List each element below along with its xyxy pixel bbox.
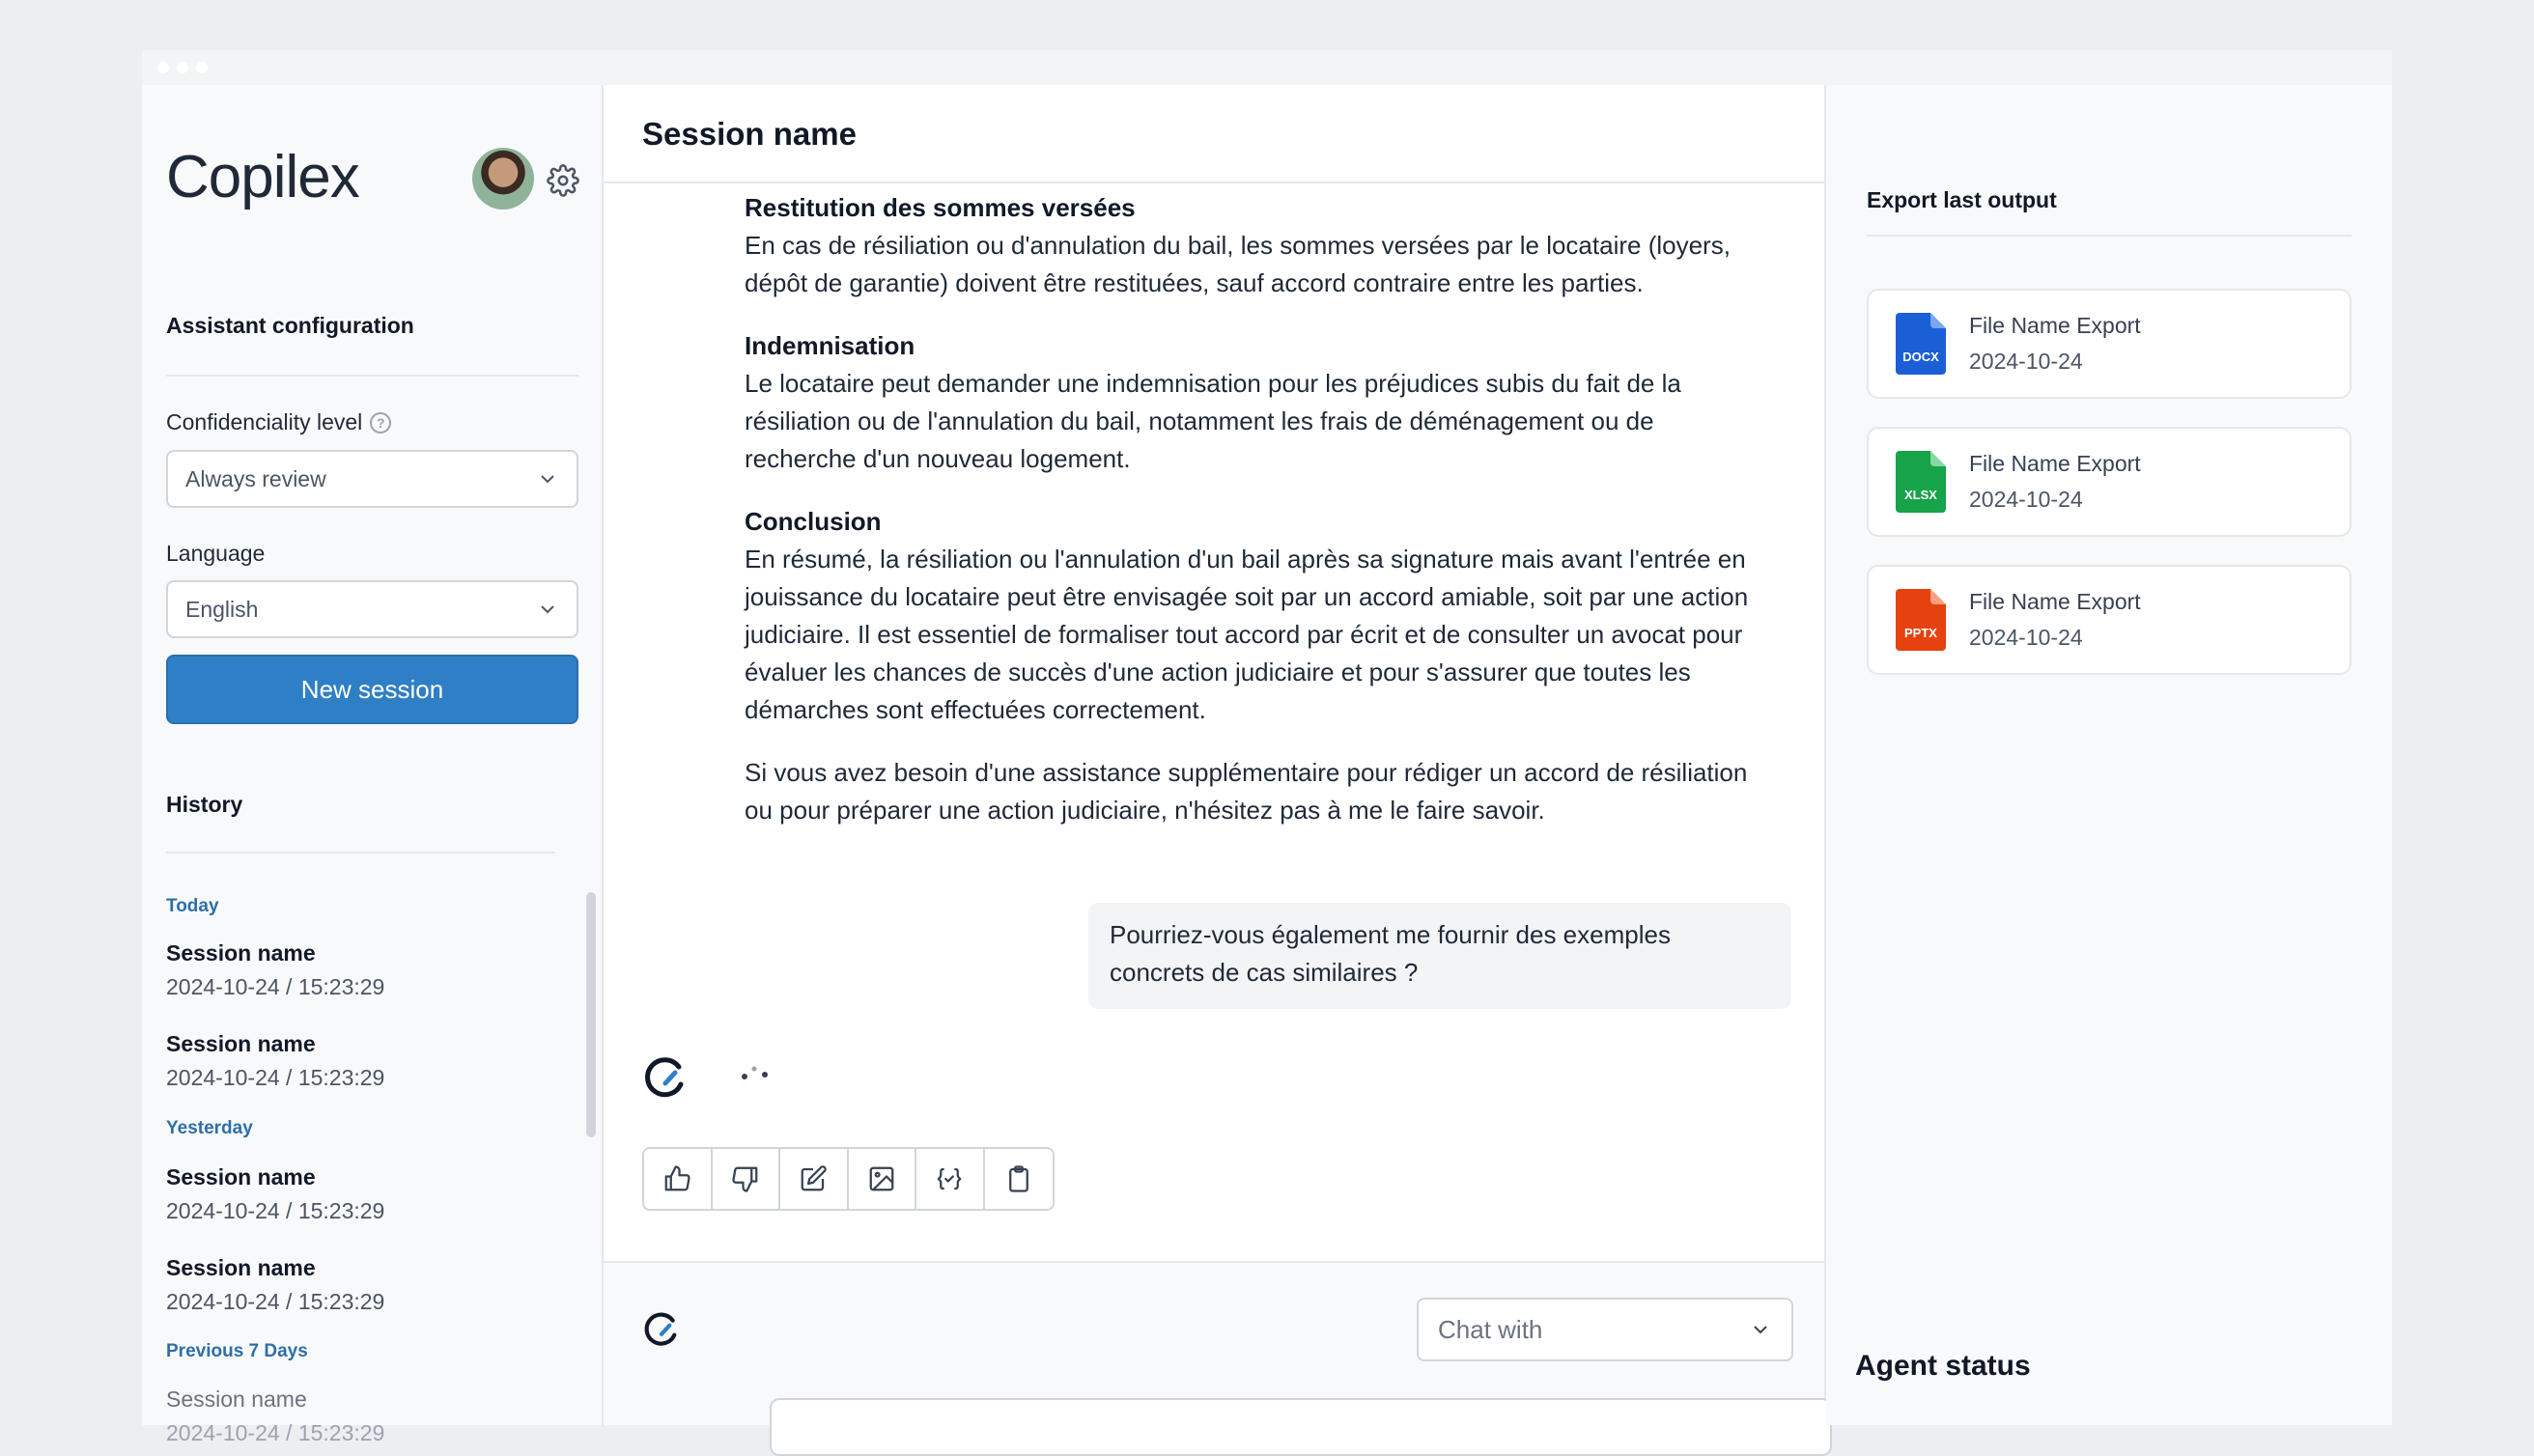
app-logo: Copilex (166, 144, 359, 210)
window-dot (177, 62, 188, 73)
divider (166, 375, 578, 377)
confidentiality-label (166, 409, 391, 435)
xlsx-file-icon (1896, 451, 1946, 513)
typing-indicator-icon (739, 1063, 777, 1082)
clipboard-icon (1004, 1164, 1033, 1193)
app-window (142, 50, 2392, 1445)
window-dot (196, 62, 208, 73)
history-scrollbar[interactable] (586, 892, 596, 1137)
session-title: Session name (642, 116, 857, 152)
sidebar (142, 85, 604, 1445)
file-name: File Name Export (1969, 313, 2141, 338)
chat-panel (604, 85, 1826, 1425)
history-group-label: Today (166, 896, 219, 916)
language-select[interactable] (166, 580, 578, 638)
export-file-card[interactable] (1867, 289, 2351, 399)
answer-section-body: En cas de résiliation ou d'annulation du bail, les sommes versées par le locataire (loyers, dépôt de garantie) doivent être restituées, sauf accord contraire entre les parties. (745, 231, 1731, 297)
divider (1867, 235, 2351, 237)
language-label-text: Language (166, 541, 266, 566)
code-check-icon (935, 1164, 964, 1193)
gear-icon[interactable] (547, 164, 579, 197)
answer-section-heading: Indemnisation (745, 331, 915, 360)
export-panel (1826, 85, 2392, 1425)
language-value: English (185, 596, 259, 622)
assistant-config-title: Assistant configuration (166, 313, 414, 338)
chevron-down-icon (1749, 1318, 1772, 1341)
answer-section (745, 189, 1768, 302)
image-button[interactable] (849, 1149, 917, 1209)
history-item[interactable] (166, 1164, 384, 1224)
message-input[interactable] (770, 1398, 1832, 1456)
assistant-message (745, 189, 1768, 854)
file-info (1969, 451, 2141, 513)
history-item-name: Session name (166, 1255, 316, 1280)
confidentiality-select[interactable] (166, 450, 578, 508)
history-item-date: 2024-10-24 / 15:23:29 (166, 1420, 385, 1445)
chat-with-placeholder: Chat with (1438, 1314, 1543, 1344)
history-title: History (166, 792, 243, 817)
thumbs-up-button[interactable] (644, 1149, 713, 1209)
titlebar (142, 50, 2392, 85)
assistant-logo-icon (642, 1309, 681, 1348)
copy-button[interactable] (985, 1149, 1053, 1209)
history-item-date: 2024-10-24 / 15:23:29 (166, 974, 385, 999)
edit-button[interactable] (780, 1149, 849, 1209)
answer-closing: Si vous avez besoin d'une assistance supplémentaire pour rédiger un accord de résiliation ou pour préparer une action judiciaire, n'hésitez pas à me le faire savoir. (745, 758, 1748, 825)
answer-section-heading: Conclusion (745, 507, 882, 536)
agent-status-title: Agent status (1855, 1350, 2031, 1382)
export-file-card[interactable] (1867, 565, 2351, 675)
user-message: Pourriez-vous également me fournir des exemples concrets de cas similaires ? (1088, 903, 1791, 1009)
history-item-name: Session name (166, 940, 316, 966)
answer-section-heading: Restitution des sommes versées (745, 193, 1136, 222)
history-item-name: Session name (166, 1386, 307, 1412)
file-info (1969, 313, 2141, 375)
code-check-button[interactable] (916, 1149, 985, 1209)
thumbs-up-icon (662, 1164, 691, 1193)
answer-section (745, 327, 1768, 478)
message-actions-toolbar (642, 1147, 1055, 1211)
history-item-date: 2024-10-24 / 15:23:29 (166, 1065, 385, 1090)
file-type-label: XLSX (1904, 488, 1937, 502)
history-item-date: 2024-10-24 / 15:23:29 (166, 1289, 385, 1314)
file-date: 2024-10-24 (1969, 487, 2083, 512)
window-dot (157, 62, 169, 73)
file-date: 2024-10-24 (1969, 349, 2083, 374)
history-item-name: Session name (166, 1031, 316, 1056)
history-item[interactable] (166, 1255, 384, 1315)
history-item[interactable] (166, 940, 384, 1000)
divider (166, 852, 555, 854)
answer-section (745, 503, 1768, 729)
history-item[interactable] (166, 1031, 384, 1091)
file-name: File Name Export (1969, 451, 2141, 476)
history-item[interactable] (166, 1386, 384, 1446)
divider (604, 182, 1824, 183)
assistant-logo-icon (642, 1053, 689, 1100)
history-group-label: Previous 7 Days (166, 1341, 308, 1361)
language-label (166, 541, 265, 567)
file-type-label: PPTX (1904, 626, 1937, 640)
history-item-name: Session name (166, 1164, 316, 1190)
history-item-date: 2024-10-24 / 15:23:29 (166, 1198, 385, 1223)
image-icon (867, 1164, 896, 1193)
file-date: 2024-10-24 (1969, 625, 2083, 650)
avatar[interactable] (472, 148, 534, 210)
new-session-button[interactable]: New session (166, 655, 578, 724)
pptx-file-icon (1896, 589, 1946, 651)
history-group-label: Yesterday (166, 1118, 253, 1138)
help-icon[interactable]: ? (370, 412, 391, 434)
confidentiality-value: Always review (185, 465, 326, 491)
export-title: Export last output (1867, 187, 2057, 212)
file-info (1969, 589, 2141, 651)
confidentiality-label-text: Confidenciality level (166, 409, 363, 434)
chat-with-select[interactable] (1417, 1298, 1793, 1361)
answer-section-body: Le locataire peut demander une indemnisation pour les préjudices subis du fait de la résiliation ou de l'annulation du bail, notamment les frais de déménagement ou de recherche d'un nouveau logement. (745, 369, 1681, 473)
export-file-card[interactable] (1867, 427, 2351, 537)
thumbs-down-button[interactable] (713, 1149, 781, 1209)
file-type-label: DOCX (1902, 350, 1939, 364)
thumbs-down-icon (731, 1164, 760, 1193)
answer-section-body: En résumé, la résiliation ou l'annulation d'un bail après sa signature mais avant l'entrée en jouissance du locataire peut être envisagée soit par un accord amiable, soit par une action judiciaire. Il est essentiel de formaliser tout accord par écrit et de consulter un avocat pour évaluer les chances de succès d'une action judiciaire et pour s'assurer que toutes les démarches sont effectuées correctement. (745, 545, 1749, 724)
edit-icon (799, 1164, 828, 1193)
file-name: File Name Export (1969, 589, 2141, 614)
docx-file-icon (1896, 313, 1946, 375)
chevron-down-icon (536, 467, 559, 490)
chevron-down-icon (536, 598, 559, 621)
